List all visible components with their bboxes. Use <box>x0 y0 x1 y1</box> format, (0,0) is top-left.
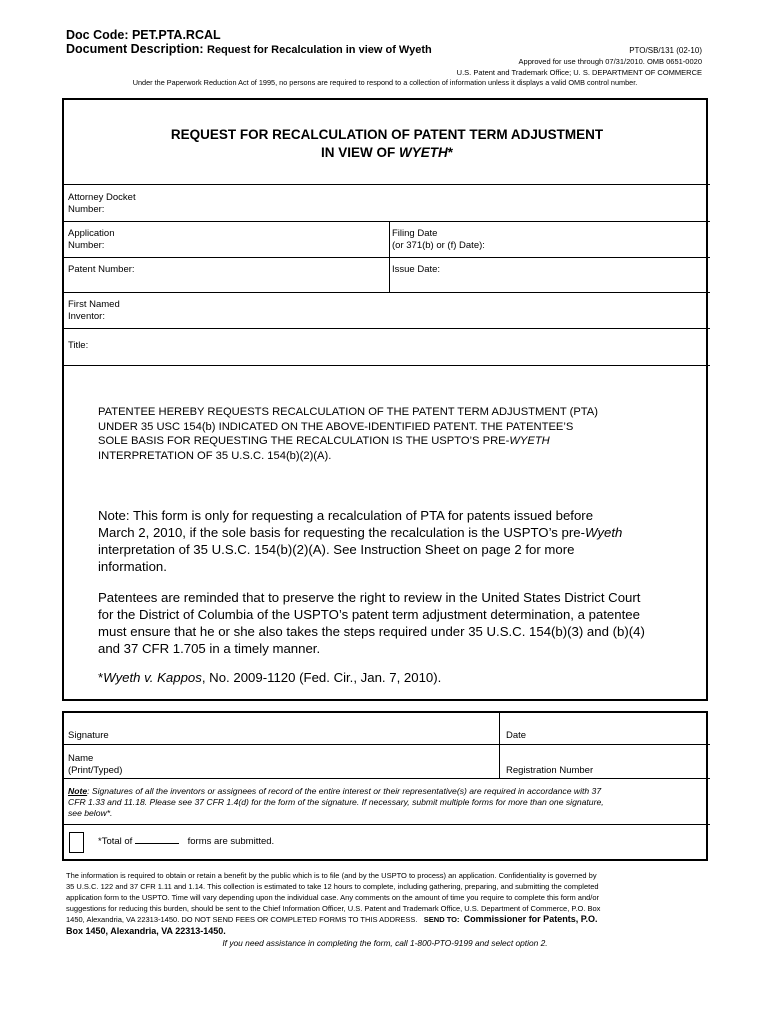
signature-note <box>68 786 700 819</box>
burden-line: 35 U.S.C. 122 and 37 CFR 1.11 and 1.14. This collection is estimated to take 12 hours to complete, including gathering, preparing, and submitting the completed <box>66 882 599 891</box>
note-line: Note: This form is only for requesting a recalculation of PTA for patents issued before <box>98 508 594 523</box>
total-prefix: *Total of <box>98 836 133 847</box>
case-citation <box>98 669 678 686</box>
signature-note-line: CFR 1.33 and 11.18. Please see 37 CFR 1.4(d) for the form of the signature. If necessary, submit multiple forms for more than one signature, <box>68 797 604 807</box>
request-statement <box>98 405 678 463</box>
doc-code: Doc Code: PET.PTA.RCAL <box>66 28 221 42</box>
burden-line: suggestions for reducing this burden, should be sent to the Chief Information Officer, U.S. Patent and Trademark Office, U.S. Department of Commerce, P.O. Box <box>66 904 601 913</box>
form-title-line2 <box>64 145 710 160</box>
filing-date-label-1: Filing Date <box>392 228 438 239</box>
burden-line-text: 1450, Alexandria, VA 22313-1450. DO NOT SEND FEES OR COMPLETED FORMS TO THIS ADDRESS. <box>66 915 418 924</box>
name-label-1: Name <box>68 753 94 764</box>
total-forms-text <box>98 836 274 847</box>
title-asterisk: * <box>447 145 454 160</box>
first-inventor-field[interactable] <box>68 299 120 323</box>
burden-line <box>66 914 706 925</box>
commissioner-address-2: Box 1450, Alexandria, VA 22313-1450. <box>66 926 226 936</box>
reminder-line: must ensure that he or she also takes the steps required under 35 U.S.C. 154(b)(3) and (b)(4) <box>98 624 645 639</box>
application-label-2: Number: <box>68 240 105 251</box>
attorney-docket-label-1: Attorney Docket <box>68 192 136 203</box>
application-label-1: Application <box>68 228 115 239</box>
doc-description-label: Document Description: <box>66 42 204 56</box>
divider <box>64 221 710 222</box>
patent-number-field[interactable]: Patent Number: <box>68 264 135 275</box>
doc-description-value: Request for Recalculation in view of Wyeth <box>207 44 432 56</box>
attorney-docket-field[interactable] <box>68 192 136 216</box>
office-name: U.S. Patent and Trademark Office; U. S. DEPARTMENT OF COMMERCE <box>456 68 702 77</box>
note-line: interpretation of 35 U.S.C. 154(b)(2)(A). See Instruction Sheet on page 2 for more <box>98 542 575 557</box>
omb-approval: Approved for use through 07/31/2010. OMB 0651-0020 <box>518 57 702 66</box>
burden-line: The information is required to obtain or retain a benefit by the public which is to file (and by the USPTO to process) an application. Confidentiality is governed by <box>66 871 597 880</box>
attorney-docket-label-2: Number: <box>68 204 105 215</box>
divider <box>64 292 710 293</box>
form-title-line1: REQUEST FOR RECALCULATION OF PATENT TERM ADJUSTMENT <box>170 127 604 142</box>
signature-block <box>62 711 708 861</box>
divider <box>64 257 710 258</box>
doc-description <box>66 42 432 56</box>
divider <box>64 744 710 745</box>
reminder-line: and 37 CFR 1.705 in a timely manner. <box>98 641 321 656</box>
title-field[interactable]: Title: <box>68 340 89 351</box>
divider <box>64 184 710 185</box>
citation-case-name: Wyeth v. Kappos <box>103 670 202 685</box>
reminder-paragraph <box>98 589 678 657</box>
request-line: UNDER 35 USC 154(b) INDICATED ON THE ABOVE-IDENTIFIED PATENT. THE PATENTEE’S <box>98 420 574 433</box>
column-divider <box>499 713 500 778</box>
registration-number-field[interactable]: Registration Number <box>506 765 594 776</box>
request-line-text: SOLE BASIS FOR REQUESTING THE RECALCULATION IS THE USPTO’S PRE- <box>98 435 510 447</box>
signature-note-line <box>68 786 700 797</box>
note-line <box>98 524 678 541</box>
request-line <box>98 434 678 449</box>
commissioner-address-1: Commissioner for Patents, P.O. <box>463 914 598 924</box>
application-number-field[interactable] <box>68 228 114 252</box>
request-line: INTERPRETATION OF 35 U.S.C. 154(b)(2)(A). <box>98 449 332 462</box>
total-suffix: forms are submitted. <box>187 836 275 847</box>
name-label-2: (Print/Typed) <box>68 765 123 776</box>
divider <box>64 778 710 779</box>
note-line: information. <box>98 559 167 574</box>
note-paragraph <box>98 507 678 575</box>
title-wyeth: WYETH <box>399 145 448 160</box>
total-forms-blank[interactable] <box>135 843 179 844</box>
total-forms-checkbox[interactable] <box>69 832 84 853</box>
divider <box>64 328 710 329</box>
first-inventor-label-1: First Named <box>68 299 120 310</box>
note-line-text: March 2, 2010, if the sole basis for requesting the recalculation is the USPTO’s pre- <box>98 525 585 540</box>
divider <box>64 824 710 825</box>
request-form <box>62 98 708 701</box>
filing-date-label-2: (or 371(b) or (f) Date): <box>392 240 485 251</box>
citation-asterisk: * <box>98 670 104 685</box>
paperwork-notice: Under the Paperwork Reduction Act of 1995, no persons are required to respond to a collection of information unless it displays a valid OMB control number. <box>132 78 638 87</box>
first-inventor-label-2: Inventor: <box>68 311 105 322</box>
name-field[interactable] <box>68 753 122 777</box>
title-prefix: IN VIEW OF <box>320 145 399 160</box>
issue-date-field[interactable]: Issue Date: <box>392 264 441 275</box>
burden-statement <box>66 870 706 938</box>
citation-details: , No. 2009-1120 (Fed. Cir., Jan. 7, 2010). <box>201 670 442 685</box>
note-label: Note <box>68 786 88 796</box>
filing-date-field[interactable] <box>392 228 485 252</box>
reminder-line: for the District of Columbia of the USPTO’s patent term adjustment determination, a patentee <box>98 607 640 622</box>
signature-field[interactable]: Signature <box>68 730 109 741</box>
reminder-line: Patentees are reminded that to preserve the right to review in the United States District Court <box>98 590 641 605</box>
request-line: PATENTEE HEREBY REQUESTS RECALCULATION OF THE PATENT TERM ADJUSTMENT (PTA) <box>98 406 598 418</box>
assistance-note: If you need assistance in completing the form, call 1-800-PTO-9199 and select option 2. <box>222 938 548 948</box>
burden-line: application form to the USPTO. Time will vary depending upon the individual case. Any comments on the amount of time you require to complete this form and/or <box>66 893 600 902</box>
signature-note-line: see below*. <box>68 808 113 818</box>
note-text: : Signatures of all the inventors or assignees of record of the entire interest or their representative(s) are required in accordance with 37 <box>87 786 602 796</box>
form-number: PTO/SB/131 (02-10) <box>629 46 702 55</box>
date-field[interactable]: Date <box>506 730 527 741</box>
send-to-label: SEND TO: <box>423 915 460 924</box>
request-line-wyeth: WYETH <box>509 435 550 447</box>
divider <box>64 365 710 366</box>
note-line-wyeth: Wyeth <box>584 525 623 540</box>
